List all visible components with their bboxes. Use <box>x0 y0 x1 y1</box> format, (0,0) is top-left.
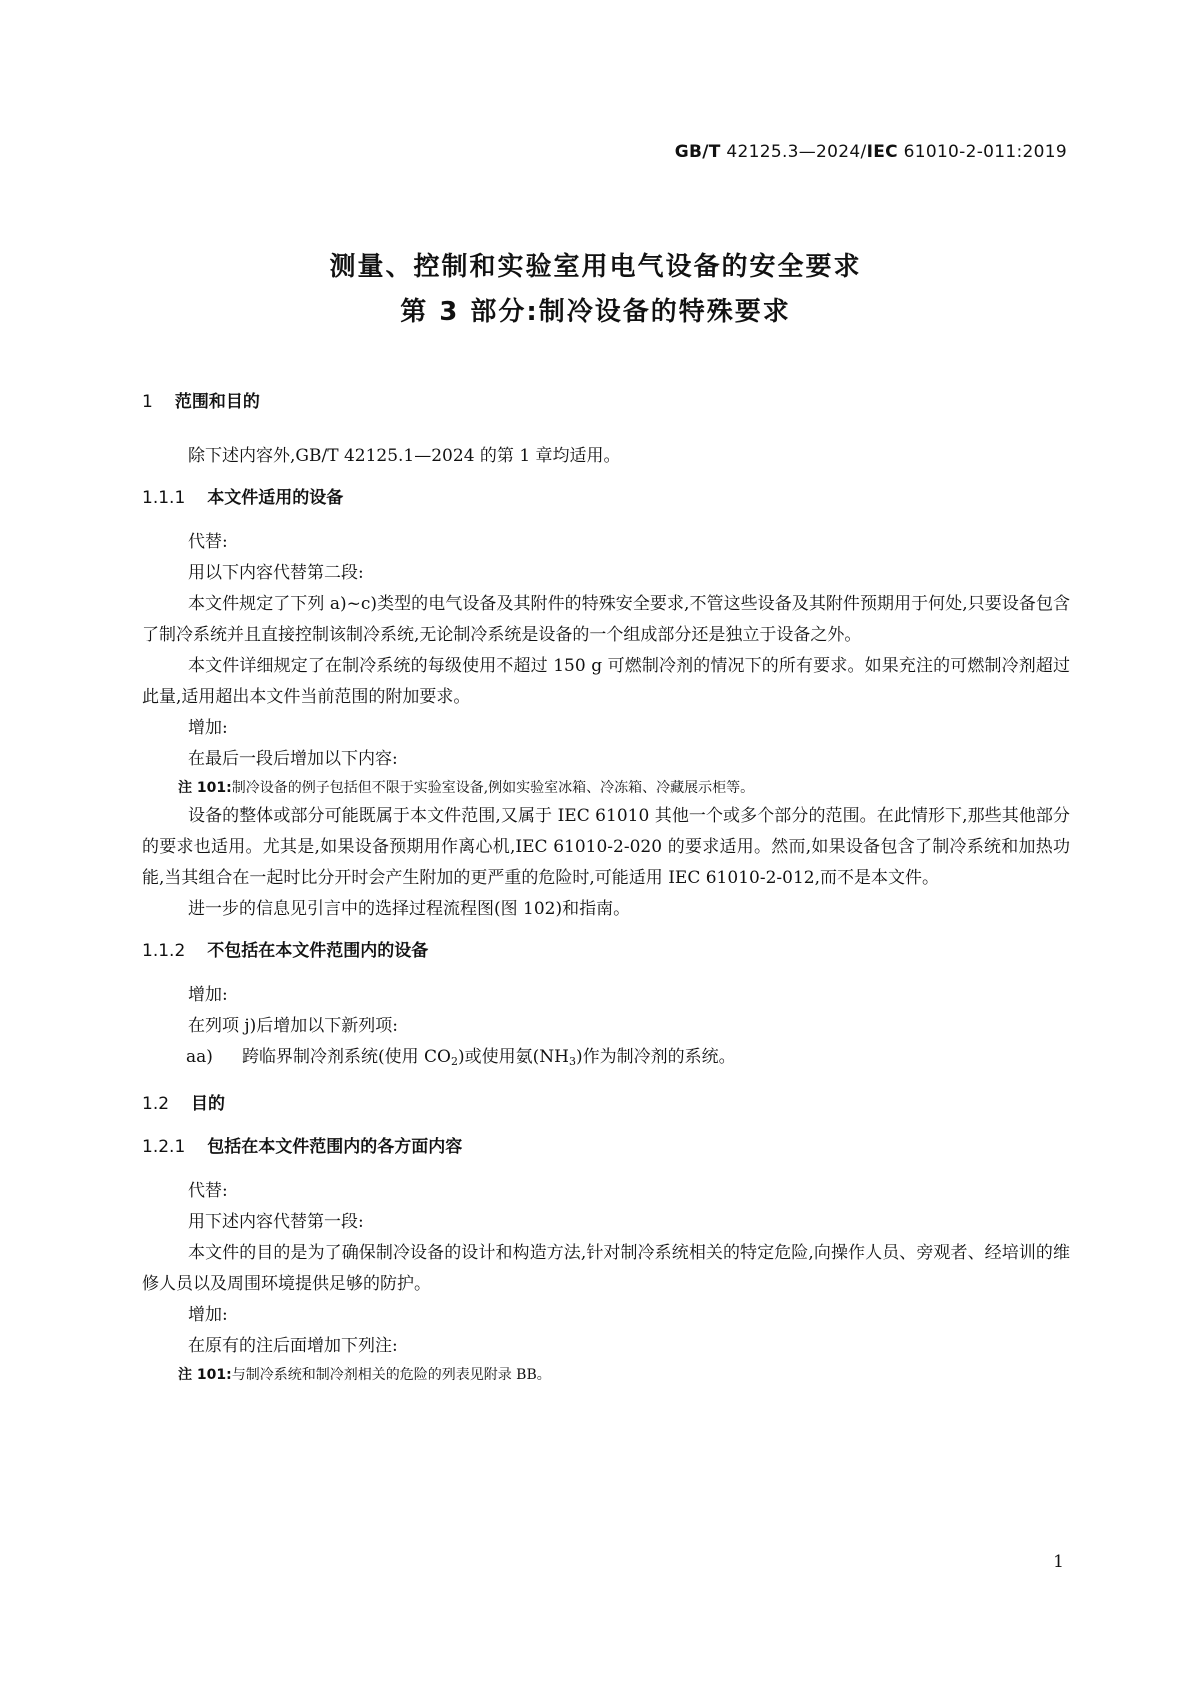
list-text-b: )或使用氨(NH <box>457 1047 569 1067</box>
paragraph: 在最后一段后增加以下内容: <box>188 749 398 769</box>
paragraph: 本文件详细规定了在制冷系统的每级使用不超过 150 g 可燃制冷剂的情况下的所有要求。如果充注的可燃制冷剂超过此量,适用超出本文件当前范围的附加要求。 <box>142 656 1070 707</box>
note <box>142 1362 1070 1388</box>
paragraph: 本文件规定了下列 a)~c)类型的电气设备及其附件的特殊安全要求,不管这些设备及其附件预期用于何处,只要设备包含了制冷系统并且直接控制该制冷系统,无论制冷系统是设备的一个组成部分还是独立于设备之外。 <box>142 594 1070 645</box>
paragraph: 在原有的注后面增加下列注: <box>188 1336 398 1356</box>
document-title-line-1: 测量、控制和实验室用电气设备的安全要求 <box>329 252 862 282</box>
std-iec-num: 61010-2-011:2019 <box>897 142 1067 162</box>
page-number: 1 <box>1053 1552 1064 1572</box>
paragraph: 用下述内容代替第一段: <box>188 1212 364 1232</box>
list-item <box>142 1042 1070 1073</box>
section-heading-1-2-1 <box>142 1135 1070 1159</box>
document-title-line-2: 第 3 部分:制冷设备的特殊要求 <box>400 297 791 327</box>
subscript: 3 <box>568 1055 576 1068</box>
standard-number <box>675 142 1067 162</box>
section-title: 目的 <box>191 1094 226 1114</box>
document-body <box>142 390 1070 1388</box>
paragraph: 增加: <box>188 718 228 738</box>
note-label: 注 101: <box>178 1367 232 1383</box>
section-title: 范围和目的 <box>174 392 260 412</box>
paragraph: 用以下内容代替第二段: <box>188 563 364 583</box>
std-num: 42125.3—2024/ <box>720 142 867 162</box>
section-heading-1-2 <box>142 1092 1070 1116</box>
section-title: 不包括在本文件范围内的设备 <box>207 941 429 961</box>
subscript: 2 <box>450 1055 458 1068</box>
std-gb: GB/T <box>674 142 721 162</box>
note-label: 注 101: <box>178 780 232 796</box>
paragraph: 增加: <box>188 1305 228 1325</box>
list-marker: aa) <box>186 1047 213 1067</box>
paragraph: 代替: <box>188 532 228 552</box>
paragraph: 在列项 j)后增加以下新列项: <box>188 1016 399 1036</box>
paragraph: 除下述内容外,GB/T 42125.1—2024 的第 1 章均适用。 <box>188 446 621 466</box>
section-number: 1.1.2 <box>142 941 186 961</box>
std-iec: IEC <box>866 142 898 162</box>
section-heading-1 <box>142 390 1070 414</box>
section-heading-1-1-1 <box>142 486 1070 510</box>
paragraph: 代替: <box>188 1181 228 1201</box>
paragraph: 增加: <box>188 985 228 1005</box>
section-number: 1.1.1 <box>142 488 186 508</box>
section-heading-1-1-2 <box>142 939 1070 963</box>
paragraph: 设备的整体或部分可能既属于本文件范围,又属于 IEC 61010 其他一个或多个部分的范围。在此情形下,那些其他部分的要求也适用。尤其是,如果设备预期用作离心机,IEC 61010-2-020 的要求适用。然而,如果设备包含了制冷系统和加热功能,当其组合在一起时比分开时会产生附加的更严重的危险时,可能适用 IEC 61010-2-012,而不是本文件。 <box>142 806 1070 888</box>
list-text-a: 跨临界制冷剂系统(使用 CO <box>242 1047 451 1067</box>
note-text: 制冷设备的例子包括但不限于实验室设备,例如实验室冰箱、冷冻箱、冷藏展示柜等。 <box>231 780 755 796</box>
section-number: 1 <box>142 392 153 412</box>
list-text-c: )作为制冷剂的系统。 <box>575 1047 736 1067</box>
note-text: 与制冷系统和制冷剂相关的危险的列表见附录 BB。 <box>231 1367 551 1383</box>
paragraph: 本文件的目的是为了确保制冷设备的设计和构造方法,针对制冷系统相关的特定危险,向操作人员、旁观者、经培训的维修人员以及周围环境提供足够的防护。 <box>142 1243 1070 1294</box>
paragraph: 进一步的信息见引言中的选择过程流程图(图 102)和指南。 <box>188 899 631 919</box>
section-title: 包括在本文件范围内的各方面内容 <box>207 1137 463 1157</box>
section-number: 1.2.1 <box>142 1137 186 1157</box>
section-title: 本文件适用的设备 <box>207 488 344 508</box>
section-number: 1.2 <box>142 1094 170 1114</box>
note <box>142 775 1070 801</box>
